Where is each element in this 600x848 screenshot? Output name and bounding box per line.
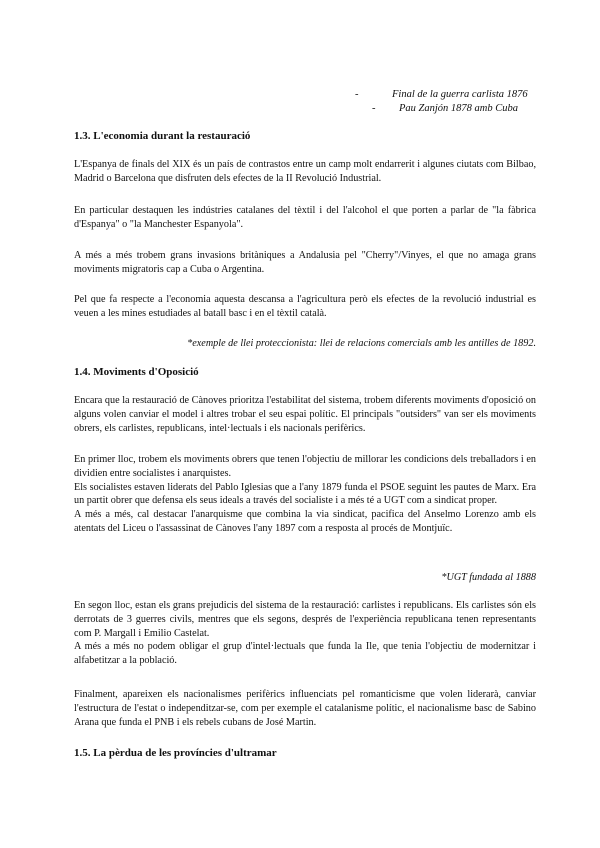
paragraph-line: A més a més, cal destacar l'anarquisme que combina la via sindicat, pacifica del Anselmo Lorenzo amb els atentats del Liceu o l'assassinat de Cànoves l'any 1897 com a resposta al procés de Montjuïc. [74,509,536,534]
list-dash: - [355,89,359,100]
paragraph: Pel que fa respecte a l'economia aquesta descansa a l'agricultura però els efectes de la revolució industrial es veuen a les mines estudiades al batall basc i en el tèxtil català. [74,294,536,319]
list-dash: - [372,103,376,114]
paragraph-moviments-obrers [74,453,536,536]
paragraph: En particular destaquen les indústries catalanes del tèxtil i del l'alcohol el que porten a parlar de "la fàbrica d'Espanya" o "la Manchester Espanyola". [74,205,536,230]
paragraph-carlistes-republicans [74,599,536,668]
paragraph-line: En segon lloc, estan els grans prejudicis del sistema de la restauració: carlistes i republicans. Els carlistes són els derrotats de 3 guerres civils, mentres que els segons, després de l'experiència republicana tenen representants com P. Margall i Emilio Castelat. [74,600,536,639]
section-heading-1-4: 1.4. Moviments d'Oposició [74,366,199,378]
section-heading-1-5: 1.5. La pèrdua de les províncies d'ultramar [74,747,277,759]
paragraph: Finalment, apareixen els nacionalismes perifèrics influenciats pel romanticisme que volen liderarà, canviar l'estructura de l'estat o independitzar-se, com per exemple el catalanisme polític, el nacionalisme basc de Sabino Arana que funda el PNB i els rebels cubans de José Martin. [74,689,536,728]
section-heading-1-3: 1.3. L'economia durant la restauració [74,130,251,142]
paragraph-line: A més a més no podem obligar el grup d'intel·lectuals que funda la Ile, que tenia l'objectiu de modernitzar i alfabetitzar a la població. [74,641,536,667]
header-line-text: Final de la guerra carlista 1876 [392,89,528,100]
paragraph: L'Espanya de finals del XIX és un país de contrastos entre un camp molt endarrerit i algunes ciutats com Bilbao, Madrid o Barcelona que disfruten dels efectes de la II Revolució Industrial. [74,159,536,184]
paragraph-line: Els socialistes estaven liderats del Pablo Iglesias que a l'any 1879 funda el PSOE seguint les pautes de Marx. Era un partit obrer que defensa els seus ideals a través del socialiste i a més té a UGT com a sindicat proper. [74,481,536,507]
paragraph: A més a més trobem grans invasions britàniques a Andalusia pel "Cherry"/Vinyes, el que no amaga grans moviments migratoris cap a Cuba o Argentina. [74,250,536,275]
paragraph-line: En primer lloc, trobem els moviments obrers que tenen l'objectiu de millorar les condicions dels treballadors i en dividien entre socialistes i anarquistes. [74,454,536,479]
footnote-ugt: *UGT fundada al 1888 [441,572,536,583]
paragraph: Encara que la restauració de Cànoves prioritza l'estabilitat del sistema, trobem diferents moviments d'oposició on alguns volen canviar el model i altres trobar el seu espai polític. El principals "outsiders" van ser els moviments obrers, els carlistes, republicans, intel·lectuals i els nacionals perifèrics. [74,395,536,434]
header-line-text: Pau Zanjón 1878 amb Cuba [399,103,519,114]
footnote-proteccionista: *exemple de llei proteccionista: llei de relacions comercials amb les antilles de 1892. [187,338,536,349]
